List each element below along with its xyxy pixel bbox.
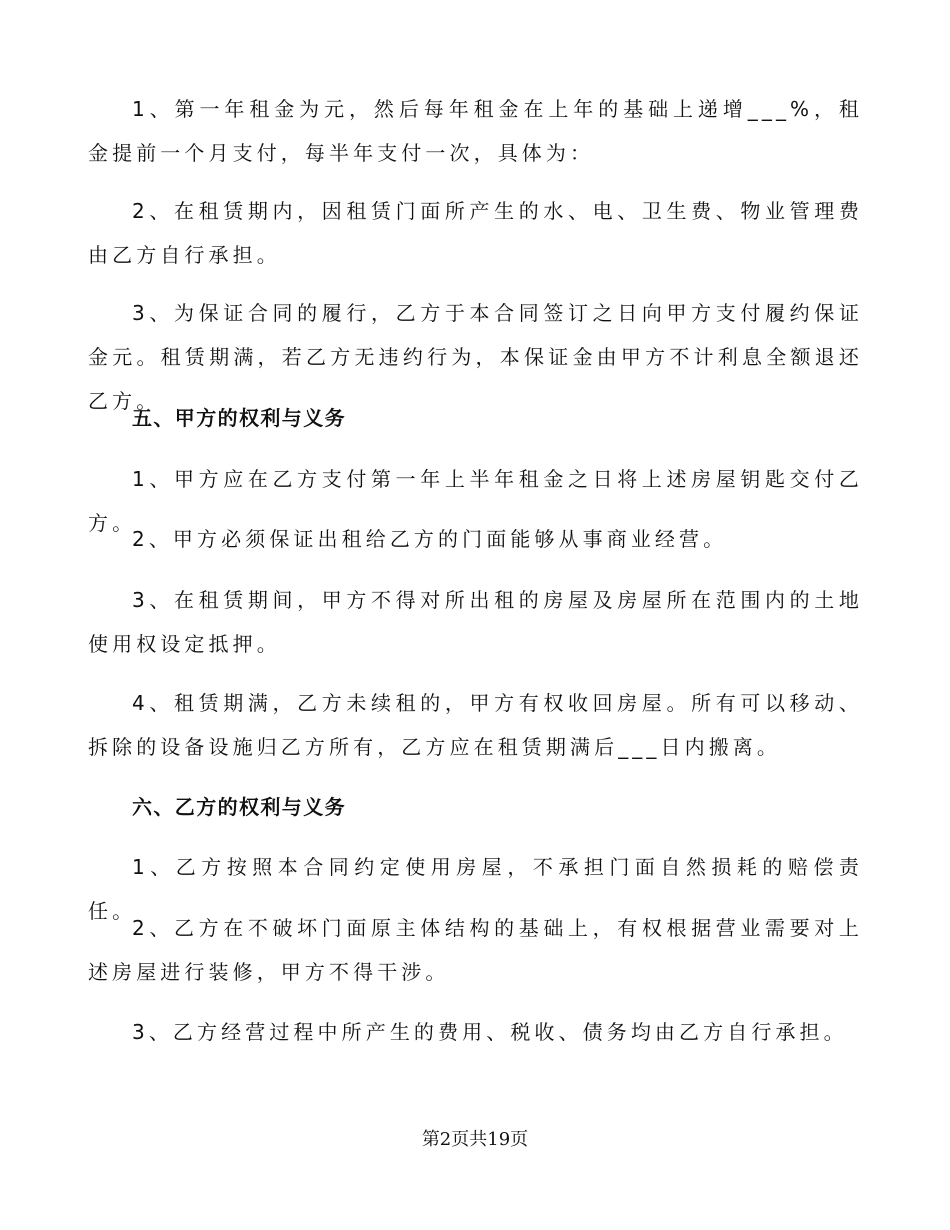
paragraph-deposit: 3、为保证合同的履行，乙方于本合同签订之日向甲方支付履约保证金元。租赁期满，若乙方无违约行为，本保证金由甲方不计利息全额退还乙方。 xyxy=(88,301,863,413)
section5-item-2: 2、甲方必须保证出租给乙方的门面能够从事商业经营。 xyxy=(132,527,728,551)
page-number-footer: 第2页共19页 xyxy=(421,1129,529,1150)
paragraph-rent: 1、第一年租金为元，然后每年租金在上年的基础上递增___%，租金提前一个月支付，每半年支付一次，具体为： xyxy=(88,97,863,165)
section6-item-1: 1、乙方按照本合同约定使用房屋，不承担门面自然损耗的赔偿责任。 xyxy=(88,855,863,923)
section5-item-3: 3、在租赁期间，甲方不得对所出租的房屋及房屋所在范围内的土地使用权设定抵押。 xyxy=(88,588,863,656)
section6-item-2: 2、乙方在不破坏门面原主体结构的基础上，有权根据营业需要对上述房屋进行装修，甲方不得干涉。 xyxy=(88,916,863,984)
section-heading-party-a: 五、甲方的权利与义务 xyxy=(132,406,346,430)
paragraph-fees: 2、在租赁期内，因租赁门面所产生的水、电、卫生费、物业管理费由乙方自行承担。 xyxy=(88,199,863,267)
section6-item-3: 3、乙方经营过程中所产生的费用、税收、债务均由乙方自行承担。 xyxy=(132,1020,848,1044)
section5-item-4: 4、租赁期满，乙方未续租的，甲方有权收回房屋。所有可以移动、拆除的设备设施归乙方所有，乙方应在租赁期满后___日内搬离。 xyxy=(88,691,863,759)
section5-item-1: 1、甲方应在乙方支付第一年上半年租金之日将上述房屋钥匙交付乙方。 xyxy=(88,467,863,535)
section-heading-party-b: 六、乙方的权利与义务 xyxy=(132,795,346,819)
